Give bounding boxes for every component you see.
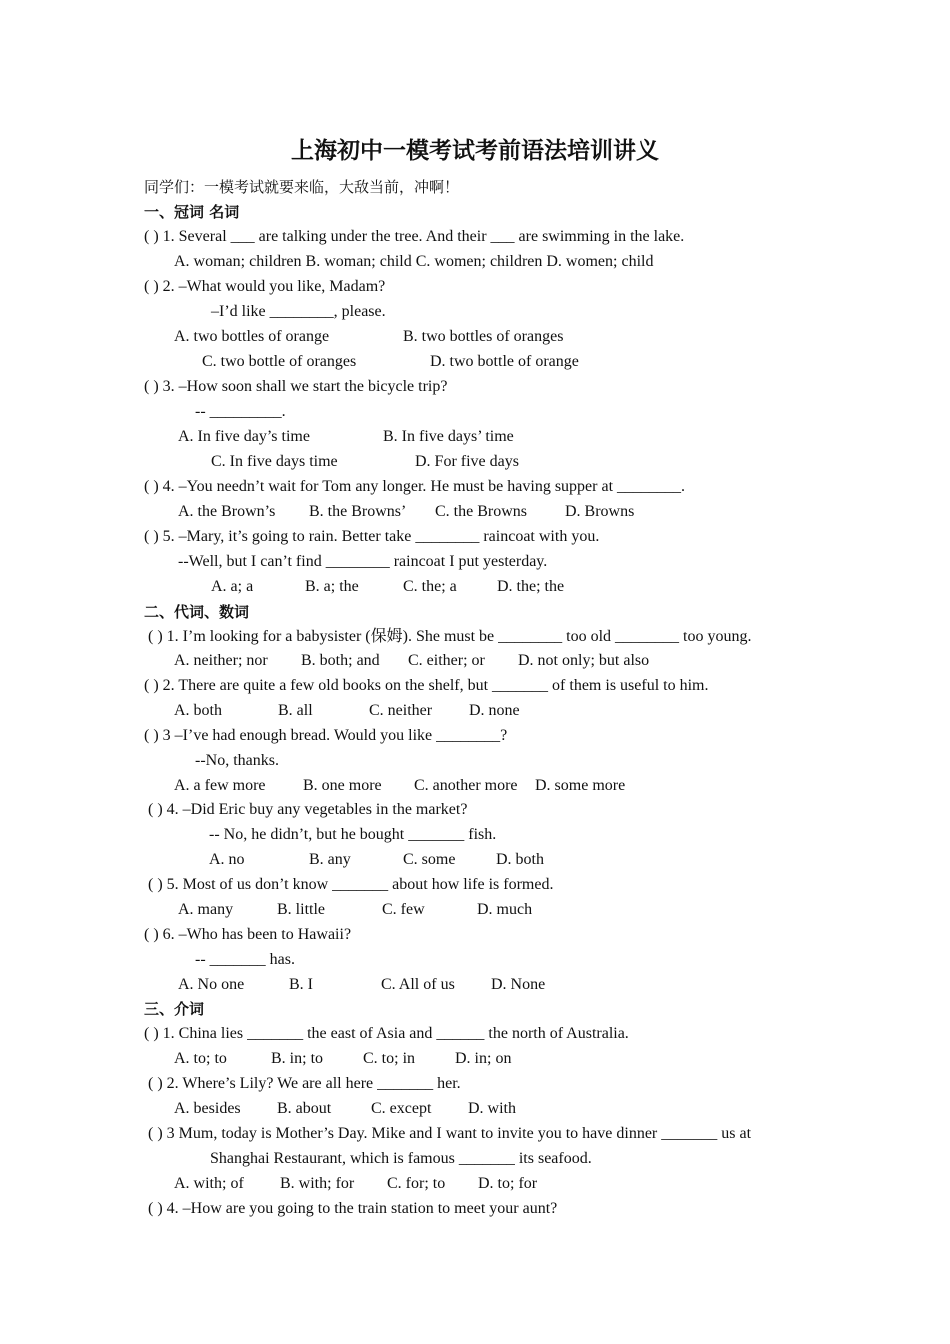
- question-3-2: ( ) 2. Where’s Lily? We are all here _______ her.: [148, 1075, 461, 1092]
- question-1-2: ( ) 2. –What would you like, Madam?: [144, 278, 386, 295]
- question-2-3: ( ) 3 –I’ve had enough bread. Would you like ________?: [144, 727, 508, 744]
- question-3-3-option-b: B. with; for: [280, 1175, 355, 1192]
- question-2-4-reply: -- No, he didn’t, but he bought _______ fish.: [209, 826, 497, 843]
- question-2-6: ( ) 6. –Who has been to Hawaii?: [144, 926, 352, 943]
- question-2-3-reply: --No, thanks.: [195, 752, 279, 769]
- question-3-1-option-a: A. to; to: [174, 1050, 227, 1067]
- question-1-4-option-d: D. Browns: [565, 503, 635, 520]
- question-1-5-option-d: D. the; the: [497, 578, 565, 595]
- question-2-3-option-d: D. some more: [535, 777, 626, 794]
- question-3-1: ( ) 1. China lies _______ the east of Asia and ______ the north of Australia.: [144, 1025, 629, 1042]
- question-2-6-option-a: A. No one: [178, 976, 245, 993]
- question-3-3-continued: Shanghai Restaurant, which is famous _______ its seafood.: [210, 1150, 592, 1167]
- question-2-1-option-b: B. both; and: [301, 652, 380, 669]
- question-1-5: ( ) 5. –Mary, it’s going to rain. Better take ________ raincoat with you.: [144, 528, 600, 545]
- question-2-3-option-b: B. one more: [303, 777, 382, 794]
- question-3-2-option-b: B. about: [277, 1100, 332, 1117]
- question-3-3-option-a: A. with; of: [174, 1175, 244, 1192]
- section-heading-articles-nouns: 一、冠词 名词: [144, 203, 240, 221]
- question-2-2-option-c: C. neither: [369, 702, 433, 719]
- question-2-1-option-c: C. either; or: [408, 652, 485, 669]
- question-1-3-option-a: A. In five day’s time: [178, 428, 310, 445]
- question-2-2: ( ) 2. There are quite a few old books on the shelf, but _______ of them is useful to him.: [144, 677, 709, 694]
- question-3-1-option-c: C. to; in: [363, 1050, 416, 1067]
- question-1-1: ( ) 1. Several ___ are talking under the tree. And their ___ are swimming in the lake.: [144, 228, 685, 245]
- question-1-4: ( ) 4. –You needn’t wait for Tom any longer. He must be having supper at ________.: [144, 478, 686, 495]
- question-2-6-reply: -- _______ has.: [195, 951, 295, 968]
- question-2-5-option-a: A. many: [178, 901, 234, 918]
- question-2-1: ( ) 1. I’m looking for a babysister (保姆). She must be ________ too old ________ too young.: [148, 628, 752, 645]
- question-3-1-option-d: D. in; on: [455, 1050, 512, 1067]
- question-1-2-option-c: C. two bottle of oranges: [202, 353, 357, 370]
- question-1-3-reply: -- _________.: [195, 403, 286, 420]
- question-1-1-options: A. woman; children B. woman; child C. women; children D. women; child: [174, 253, 654, 270]
- question-3-3-option-d: D. to; for: [478, 1175, 538, 1192]
- question-1-2-reply: –I’d like ________, please.: [211, 303, 386, 320]
- question-1-3: ( ) 3. –How soon shall we start the bicycle trip?: [144, 378, 448, 395]
- question-1-2-option-b: B. two bottles of oranges: [403, 328, 564, 345]
- question-1-5-reply: --Well, but I can’t find ________ raincoat I put yesterday.: [178, 553, 548, 570]
- question-3-2-option-a: A. besides: [174, 1100, 241, 1117]
- question-1-5-option-c: C. the; a: [403, 578, 457, 595]
- question-1-2-option-a: A. two bottles of orange: [174, 328, 330, 345]
- question-2-4-option-b: B. any: [309, 851, 351, 868]
- question-2-5-option-d: D. much: [477, 901, 533, 918]
- question-2-2-option-b: B. all: [278, 702, 313, 719]
- intro-text: 同学们：一模考试就要来临，大敌当前，冲啊！: [144, 178, 460, 196]
- question-2-2-option-a: A. both: [174, 702, 222, 719]
- question-1-5-option-b: B. a; the: [305, 578, 359, 595]
- question-2-4-option-c: C. some: [403, 851, 456, 868]
- question-2-4: ( ) 4. –Did Eric buy any vegetables in the market?: [148, 801, 468, 818]
- question-2-5-option-b: B. little: [277, 901, 325, 918]
- question-1-3-option-d: D. For five days: [415, 453, 519, 470]
- section-heading-pronouns-numerals: 二、代词、数词: [144, 603, 250, 621]
- question-1-4-option-a: A. the Brown’s: [178, 503, 276, 520]
- question-2-3-option-c: C. another more: [414, 777, 518, 794]
- question-2-1-option-a: A. neither; nor: [174, 652, 268, 669]
- question-2-4-option-d: D. both: [496, 851, 544, 868]
- question-3-3-option-c: C. for; to: [387, 1175, 446, 1192]
- question-2-6-option-b: B. I: [289, 976, 313, 993]
- question-2-6-option-d: D. None: [491, 976, 546, 993]
- question-2-5: ( ) 5. Most of us don’t know _______ about how life is formed.: [148, 876, 554, 893]
- question-2-5-option-c: C. few: [382, 901, 425, 918]
- question-2-2-option-d: D. none: [469, 702, 520, 719]
- question-3-3: ( ) 3 Mum, today is Mother’s Day. Mike and I want to invite you to have dinner _______ us at: [148, 1125, 752, 1142]
- question-1-3-option-c: C. In five days time: [211, 453, 338, 470]
- question-1-2-option-d: D. two bottle of orange: [430, 353, 579, 370]
- question-3-2-option-d: D. with: [468, 1100, 516, 1117]
- question-2-1-option-d: D. not only; but also: [518, 652, 650, 669]
- question-3-1-option-b: B. in; to: [271, 1050, 324, 1067]
- question-3-4: ( ) 4. –How are you going to the train station to meet your aunt?: [148, 1200, 558, 1217]
- question-1-4-option-c: C. the Browns: [435, 503, 527, 520]
- question-2-4-option-a: A. no: [209, 851, 245, 868]
- question-2-6-option-c: C. All of us: [381, 976, 455, 993]
- section-heading-prepositions: 三、介词: [144, 1000, 205, 1018]
- page-title: 上海初中一模考试考前语法培训讲义: [291, 138, 659, 164]
- question-1-4-option-b: B. the Browns’: [309, 503, 407, 520]
- question-1-3-option-b: B. In five days’ time: [383, 428, 514, 445]
- question-1-5-option-a: A. a; a: [211, 578, 254, 595]
- question-3-2-option-c: C. except: [371, 1100, 432, 1117]
- question-2-3-option-a: A. a few more: [174, 777, 266, 794]
